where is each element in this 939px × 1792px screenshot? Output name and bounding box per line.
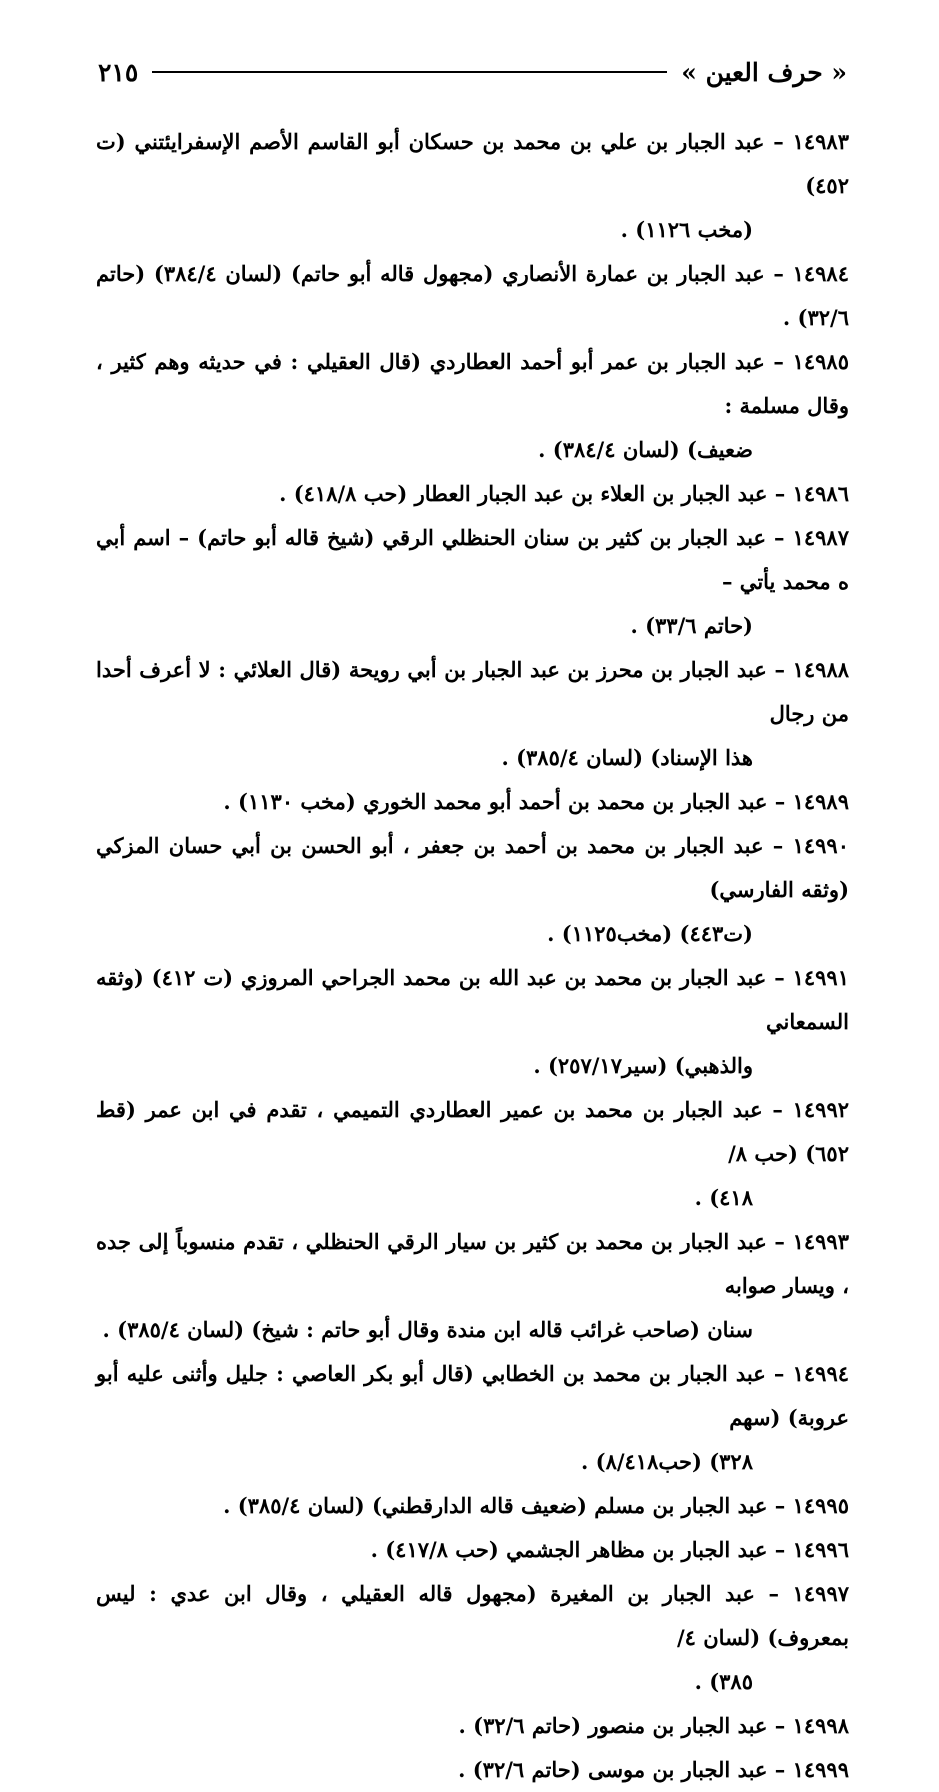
entry-first-line (96, 120, 849, 208)
entry (96, 1572, 849, 1704)
entry-text: عبد الجبار بن محمد بن أحمد أبو محمد الخوري (مخب ١١٣٠) . (223, 789, 768, 814)
entry-text: عبد الجبار بن محمد بن الخطابي (قال أبو بكر العاصي : جليل وأثنى عليه أبو عروبة) (سهم (96, 1361, 849, 1430)
entry-continuation: ٣٢٨) (حب٨/٤١٨) . (581, 1449, 753, 1474)
entry-first-line (96, 956, 849, 1044)
entry-number: ١٤٩٨٨ (792, 657, 850, 682)
chapter-title: « حرف العين » (681, 57, 847, 87)
entry-continuation: والذهبي) (سير٢٥٧/١٧) . (533, 1053, 753, 1078)
page-number: ٢١٥ (98, 57, 139, 87)
entry-dash: – (762, 1097, 793, 1122)
entry-number: ١٤٩٨٣ (792, 129, 849, 154)
entry-first-line (96, 1704, 849, 1748)
entry-number: ١٤٩٩٨ (792, 1713, 849, 1738)
entry-number: ١٤٩٩٦ (792, 1537, 849, 1562)
entry-dash: – (767, 1713, 793, 1738)
entry-first-line (96, 516, 849, 604)
entry-first-line (96, 1352, 849, 1440)
entry-dash: – (767, 1493, 793, 1518)
entry-dash: – (767, 1537, 793, 1562)
entry (96, 1352, 849, 1484)
entry-dash: – (767, 481, 793, 506)
entry-first-line (96, 472, 849, 516)
header-rule (152, 71, 667, 73)
entry (96, 780, 849, 824)
entry-continuation: ضعيف) (لسان ٣٨٤/٤) . (538, 437, 753, 462)
entry-number: ١٤٩٩١ (792, 965, 849, 990)
entry-number: ١٤٩٩٢ (792, 1097, 850, 1122)
entry-text: عبد الجبار بن محرز بن عبد الجبار بن أبي رويحة (قال العلائي : لا أعرف أحدا من رجال (96, 657, 849, 726)
entry (96, 1528, 849, 1572)
entry-continuation: سنان (صاحب غرائب قاله ابن مندة وقال أبو حاتم : شيخ) (لسان ٣٨٥/٤) . (102, 1317, 753, 1342)
entry-dash: – (766, 965, 793, 990)
entry (96, 1704, 849, 1748)
entry-first-line (96, 340, 849, 428)
entry-text: عبد الجبار بن محمد بن كثير بن سيار الرقي الحنظلي ، تقدم منسوباً إلى جده ، ويسار صوابه (96, 1229, 849, 1298)
entry-first-line (96, 648, 849, 736)
entry-text: عبد الجبار بن المغيرة (مجهول قاله العقيلي ، وقال ابن عدي : ليس بمعروف) (لسان ٤/ (96, 1581, 849, 1650)
entry-number: ١٤٩٩٠ (792, 833, 849, 858)
entry-dash: – (767, 789, 793, 814)
page-header (98, 52, 847, 92)
entry-continuation: (ت٤٤٣) (مخب١١٢٥) . (547, 921, 753, 946)
entry (96, 1748, 849, 1792)
entry-number: ١٤٩٨٥ (792, 349, 849, 374)
entry-text: عبد الجبار بن العلاء بن عبد الجبار العطار (حب ٤١٨/٨) . (279, 481, 768, 506)
entry-number: ١٤٩٨٩ (792, 789, 849, 814)
entry-text: عبد الجبار بن عمارة الأنصاري (مجهول قاله أبو حاتم) (لسان ٣٨٤/٤) (حاتم ٣٢/٦) . (96, 261, 849, 330)
entry-first-line (96, 824, 849, 912)
entry (96, 1484, 849, 1528)
entry-dash: – (766, 525, 793, 550)
entry-number: ١٤٩٩٣ (792, 1229, 849, 1254)
entry-first-line (96, 1484, 849, 1528)
entry-number: ١٤٩٨٦ (792, 481, 849, 506)
entry (96, 516, 849, 648)
entry-dash: – (765, 1361, 793, 1386)
entry (96, 120, 849, 252)
entry-dash: – (764, 261, 793, 286)
entry-dash: – (764, 349, 793, 374)
entry (96, 824, 849, 956)
entries-list (96, 120, 849, 1792)
entry-dash: – (763, 833, 793, 858)
entry-continuation: ٤١٨) . (694, 1185, 753, 1210)
entry-first-line (96, 1528, 849, 1572)
entry (96, 1088, 849, 1220)
entry-first-line (96, 780, 849, 824)
entry-number: ١٤٩٩٧ (792, 1581, 850, 1606)
entry-text: عبد الجبار بن محمد بن عمير العطاردي التميمي ، تقدم في ابن عمر (قط ٦٥٢) (حب ٨/ (96, 1097, 849, 1166)
entry-number: ١٤٩٨٧ (792, 525, 849, 550)
entry-dash: – (764, 129, 793, 154)
entry (96, 1220, 849, 1352)
entry (96, 340, 849, 472)
entry-number: ١٤٩٩٩ (792, 1757, 849, 1782)
entry-first-line (96, 1572, 849, 1660)
entry-dash: – (754, 1581, 793, 1606)
entry-text: عبد الجبار بن عمر أبو أحمد العطاردي (قال العقيلي : في حديثه وهم كثير ، وقال مسلمة : (96, 349, 849, 418)
entry-first-line (96, 1748, 849, 1792)
entry-text: عبد الجبار بن محمد بن أحمد بن جعفر ، أبو الحسن بن أبي حسان المزكي (وثقه الفارسي) (96, 833, 849, 902)
entry-dash: – (766, 657, 793, 682)
entry (96, 472, 849, 516)
entry-first-line (96, 252, 849, 340)
entry-first-line (96, 1220, 849, 1308)
entry-continuation: (حاتم ٣٣/٦) . (630, 613, 753, 638)
entry-text: عبد الجبار بن محمد بن عبد الله بن محمد الجراحي المروزي (ت ٤١٢) (وثقه السمعاني (96, 965, 849, 1034)
entry-dash: – (766, 1229, 793, 1254)
entry-continuation: هذا الإسناد) (لسان ٣٨٥/٤) . (501, 745, 753, 770)
entry-text: عبد الجبار بن منصور (حاتم ٣٢/٦) . (458, 1713, 768, 1738)
entry-text: عبد الجبار بن كثير بن سنان الحنظلي الرقي (شيخ قاله أبو حاتم) – اسم أبي ه محمد يأتي – (96, 525, 849, 594)
entry (96, 252, 849, 340)
entry-continuation: ٣٨٥) . (694, 1669, 753, 1694)
entry-number: ١٤٩٩٥ (792, 1493, 849, 1518)
entry-text: عبد الجبار بن موسى (حاتم ٣٢/٦) . (458, 1757, 768, 1782)
entry-number: ١٤٩٨٤ (792, 261, 849, 286)
entry (96, 648, 849, 780)
entry-continuation: (مخب ١١٢٦) . (620, 217, 753, 242)
entry-dash: – (767, 1757, 793, 1782)
entry-text: عبد الجبار بن علي بن محمد بن حسكان أبو القاسم الأصم الإسفرايئتني (ت ٤٥٢) (96, 129, 849, 198)
entry (96, 956, 849, 1088)
entry-text: عبد الجبار بن مسلم (ضعيف قاله الدارقطني) (لسان ٣٨٥/٤) . (223, 1493, 768, 1518)
entry-first-line (96, 1088, 849, 1176)
entry-text: عبد الجبار بن مظاهر الجشمي (حب ٤١٧/٨) . (370, 1537, 768, 1562)
entry-number: ١٤٩٩٤ (792, 1361, 850, 1386)
